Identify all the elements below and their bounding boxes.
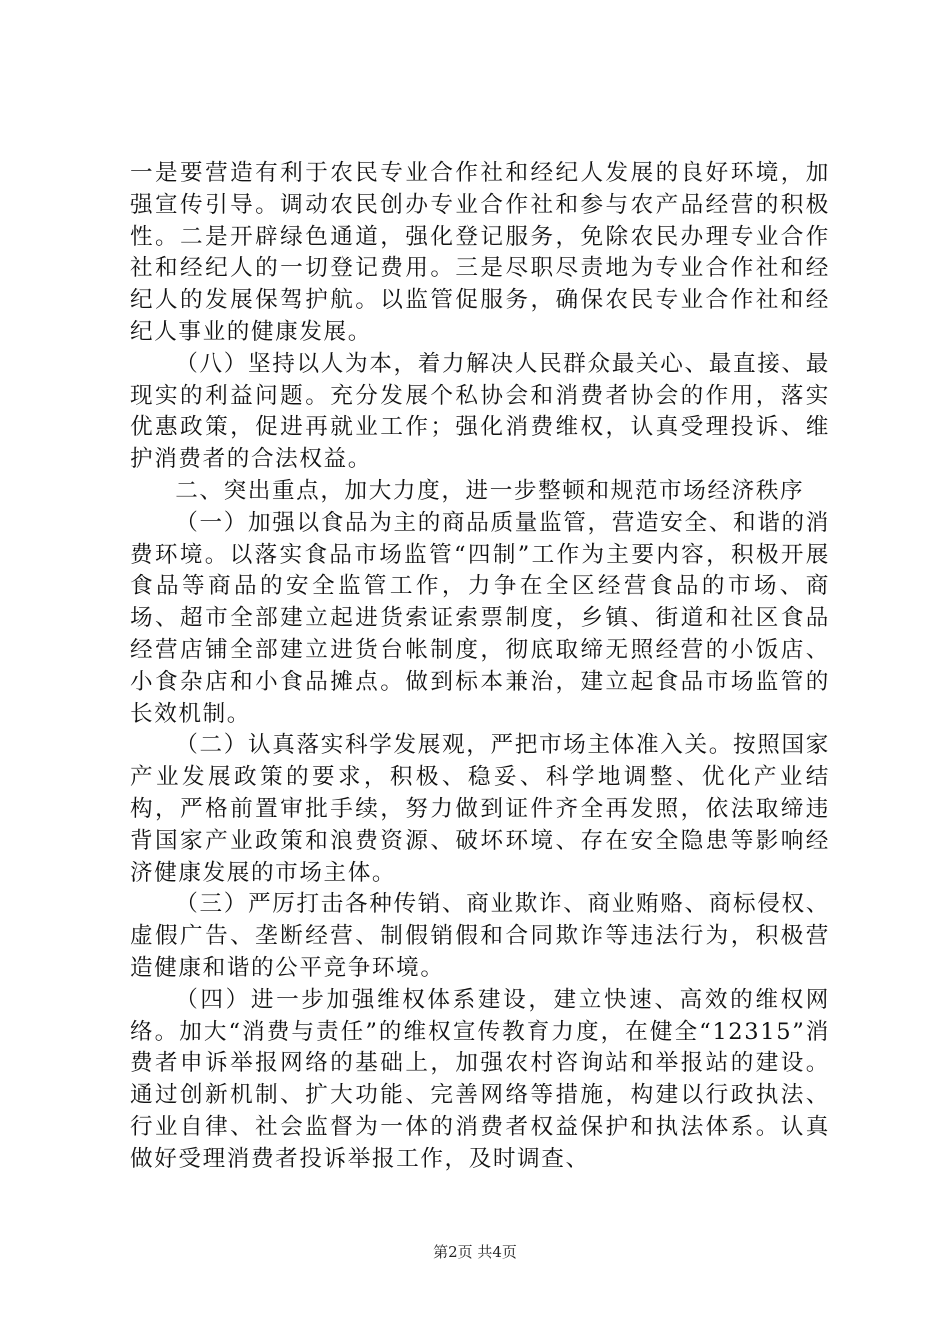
section-heading-paragraph: 二、突出重点，加大力度，进一步整顿和规范市场经济秩序 xyxy=(175,477,805,504)
body-paragraph: （三）严厉打击各种传销、商业欺诈、商业贿赂、商标侵权、虚假广告、垄断经营、制假销假和合同欺诈等违法行为，积极营造健康和谐的公平竞争环境。 xyxy=(130,891,830,981)
page-number-footer: 第2页 共4页 xyxy=(433,1243,517,1261)
body-paragraph: （二）认真落实科学发展观，严把市场主体准入关。按照国家产业发展政策的要求，积极、稳妥、科学地调整、优化产业结构，严格前置审批手续，努力做到证件齐全再发照，依法取缔违背国家产业政策和浪费资源、破坏环境、存在安全隐患等影响经济健康发展的市场主体。 xyxy=(130,732,830,886)
body-paragraph: 一是要营造有利于农民专业合作社和经纪人发展的良好环境，加强宣传引导。调动农民创办专业合作社和参与农产品经营的积极性。二是开辟绿色通道，强化登记服务，免除农民办理专业合作社和经纪人的一切登记费用。三是尽职尽责地为专业合作社和经纪人的发展保驾护航。以监管促服务，确保农民专业合作社和经纪人事业的健康发展。 xyxy=(130,160,830,345)
body-paragraph: （一）加强以食品为主的商品质量监管，营造安全、和谐的消费环境。以落实食品市场监管“四制”工作为主要内容，积极开展食品等商品的安全监管工作，力争在全区经营食品的市场、商场、超市全部建立起进货索证索票制度，乡镇、街道和社区食品经营店铺全部建立进货台帐制度，彻底取缔无照经营的小饭店、小食杂店和小食品摊点。做到标本兼治，建立起食品市场监管的长效机制。 xyxy=(130,509,830,727)
document-body xyxy=(130,158,830,1176)
body-paragraph: （八）坚持以人为本，着力解决人民群众最关心、最直接、最现实的利益问题。充分发展个私协会和消费者协会的作用，落实优惠政策，促进再就业工作；强化消费维权，认真受理投诉、维护消费者的合法权益。 xyxy=(130,350,830,473)
body-paragraph: （四）进一步加强维权体系建设，建立快速、高效的维权网络。加大“消费与责任”的维权宣传教育力度，在健全“12315”消费者申诉举报网络的基础上，加强农村咨询站和举报站的建设。通过创新机制、扩大功能、完善网络等措施，构建以行政执法、行业自律、社会监督为一体的消费者权益保护和执法体系。认真做好受理消费者投诉举报工作，及时调查、 xyxy=(130,986,830,1172)
